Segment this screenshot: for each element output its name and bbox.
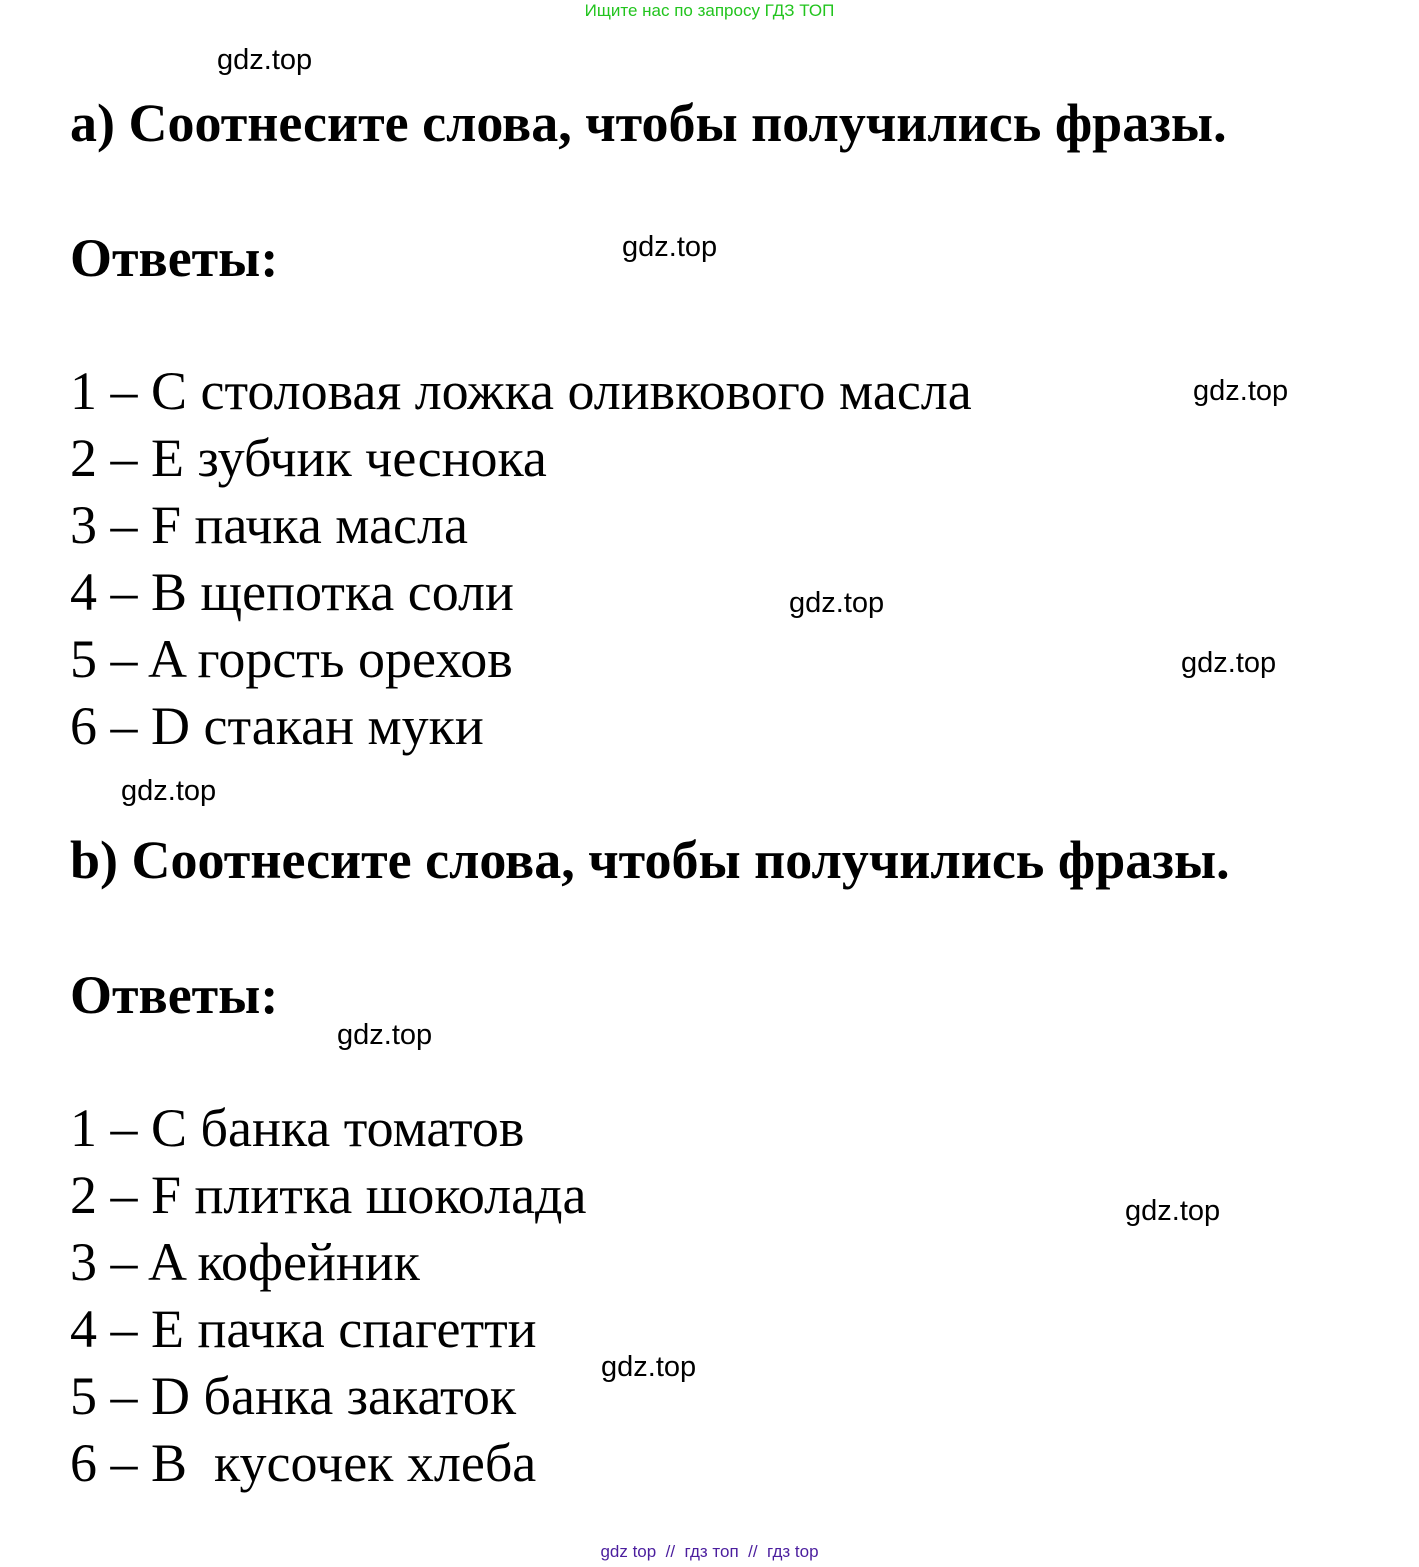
- answer-item: 5 – D банка закаток: [70, 1366, 517, 1426]
- footer-link-gdz-top-mixed[interactable]: гдз top: [767, 1542, 819, 1561]
- watermark: gdz.top: [622, 231, 718, 263]
- watermark: gdz.top: [789, 587, 885, 619]
- section-a-heading: a) Соотнесите слова, чтобы получились фразы.: [70, 93, 1227, 153]
- top-banner-text: Ищите нас по запросу ГДЗ ТОП: [584, 1, 835, 20]
- section-a-answer-list: [70, 358, 972, 760]
- footer-separator: //: [738, 1542, 768, 1561]
- watermark: gdz.top: [121, 775, 217, 807]
- top-banner: [0, 1, 1419, 21]
- section-b-heading: b) Соотнесите слова, чтобы получились фразы.: [70, 830, 1230, 890]
- section-b-answers-label: Ответы:: [70, 965, 279, 1025]
- answer-item: 4 – E пачка спагетти: [70, 1299, 537, 1359]
- answer-item: 2 – F плитка шоколада: [70, 1165, 587, 1225]
- watermark: gdz.top: [1125, 1195, 1221, 1227]
- answer-item: 6 – D стакан муки: [70, 696, 484, 756]
- answer-item: 2 – E зубчик чеснока: [70, 428, 547, 488]
- answer-item: 5 – A горсть орехов: [70, 629, 513, 689]
- footer-link-gdz-top[interactable]: gdz top: [600, 1542, 657, 1561]
- watermark: gdz.top: [1193, 375, 1289, 407]
- section-a-answers-label: Ответы:: [70, 228, 279, 288]
- footer-link-gdz-top-ru[interactable]: гдз топ: [684, 1542, 739, 1561]
- answer-item: 1 – C столовая ложка оливкового масла: [70, 361, 972, 421]
- answer-item: 3 – F пачка масла: [70, 495, 468, 555]
- answer-item: 6 – B кусочек хлеба: [70, 1433, 537, 1493]
- watermark: gdz.top: [337, 1019, 433, 1051]
- footer-links: [0, 1541, 1419, 1563]
- watermark: gdz.top: [1181, 647, 1277, 679]
- answer-item: 4 – B щепотка соли: [70, 562, 514, 622]
- answer-item: 1 – C банка томатов: [70, 1098, 525, 1158]
- watermark: gdz.top: [217, 44, 313, 76]
- footer-separator: //: [656, 1542, 685, 1561]
- answer-item: 3 – A кофейник: [70, 1232, 420, 1292]
- watermark: gdz.top: [601, 1351, 697, 1383]
- section-b-answer-list: [70, 1095, 586, 1497]
